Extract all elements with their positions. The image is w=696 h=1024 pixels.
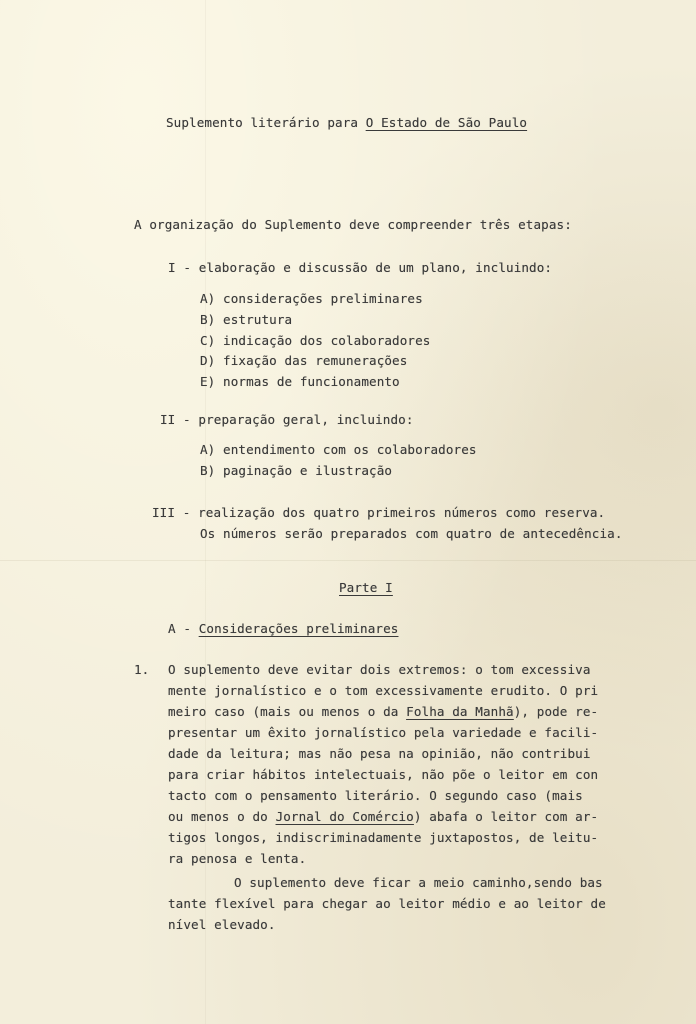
part-title: Parte I — [339, 580, 393, 595]
stage-ii-item-b: B) paginação e ilustração — [200, 463, 393, 478]
paragraph-1-number: 1. — [134, 662, 150, 677]
title-newspaper: O Estado de São Paulo — [365, 115, 528, 130]
paragraph-1-line-9: tigos longos, indiscriminadamente juxtapostos, de leitu- — [168, 830, 599, 845]
paragraph-1-line-8-pre: ou menos o do — [168, 809, 276, 824]
section-a-heading — [168, 623, 398, 636]
stage-ii-item-a: A) entendimento com os colaboradores — [200, 442, 477, 457]
newspaper-folha: Folha da Manhã — [406, 704, 514, 719]
paragraph-2-line-3: nível elevado. — [168, 917, 276, 932]
paragraph-2-line-1: O suplemento deve ficar a meio caminho,sendo bas — [234, 875, 603, 890]
stage-ii-heading: II - preparação geral, incluindo: — [160, 412, 414, 427]
title-prefix: Suplemento literário para — [166, 115, 366, 130]
stage-i-item-a: A) considerações preliminares — [200, 291, 423, 306]
paragraph-1-line-3-post: ), pode re- — [513, 704, 599, 719]
paragraph-1-line-7: tacto com o pensamento literário. O segundo caso (mais — [168, 788, 583, 803]
stage-i-heading: I - elaboração e discussão de um plano, incluindo: — [168, 260, 553, 275]
stage-i-item-c: C) indicação dos colaboradores — [200, 333, 431, 348]
paragraph-1-line-10: ra penosa e lenta. — [168, 851, 307, 866]
paragraph-1-line-5: dade da leitura; mas não pesa na opinião, não contribui — [168, 746, 591, 761]
stage-i-item-d: D) fixação das remunerações — [200, 353, 408, 368]
section-a-prefix: A - — [168, 621, 199, 636]
document-title — [166, 117, 527, 130]
stage-iii-line-2: Os números serão preparados com quatro de antecedência. — [200, 526, 623, 541]
paragraph-1-line-1: O suplemento deve evitar dois extremos: o tom excessiva — [168, 662, 591, 677]
paper-fold — [0, 560, 696, 561]
section-a-title: Considerações preliminares — [198, 621, 399, 636]
stage-i-item-e: E) normas de funcionamento — [200, 374, 400, 389]
paragraph-1-line-8 — [168, 811, 598, 824]
paragraph-1-line-2: mente jornalístico e o tom excessivamente erudito. O pri — [168, 683, 599, 698]
paragraph-1-line-3-pre: meiro caso (mais ou menos o da — [168, 704, 407, 719]
intro-sentence: A organização do Suplemento deve compreender três etapas: — [134, 217, 572, 232]
paragraph-2-line-2: tante flexível para chegar ao leitor médio e ao leitor de — [168, 896, 606, 911]
stage-i-item-b: B) estrutura — [200, 312, 293, 327]
paragraph-1-line-6: para criar hábitos intelectuais, não põe o leitor em con — [168, 767, 599, 782]
newspaper-jornal: Jornal do Comércio — [275, 809, 414, 824]
paragraph-1-line-3 — [168, 706, 598, 719]
paragraph-1-line-8-post: ) abafa o leitor com ar- — [413, 809, 599, 824]
stage-iii-line-1: III - realização dos quatro primeiros números como reserva. — [152, 505, 606, 520]
paragraph-1-line-4: presentar um êxito jornalístico pela variedade e facili- — [168, 725, 599, 740]
